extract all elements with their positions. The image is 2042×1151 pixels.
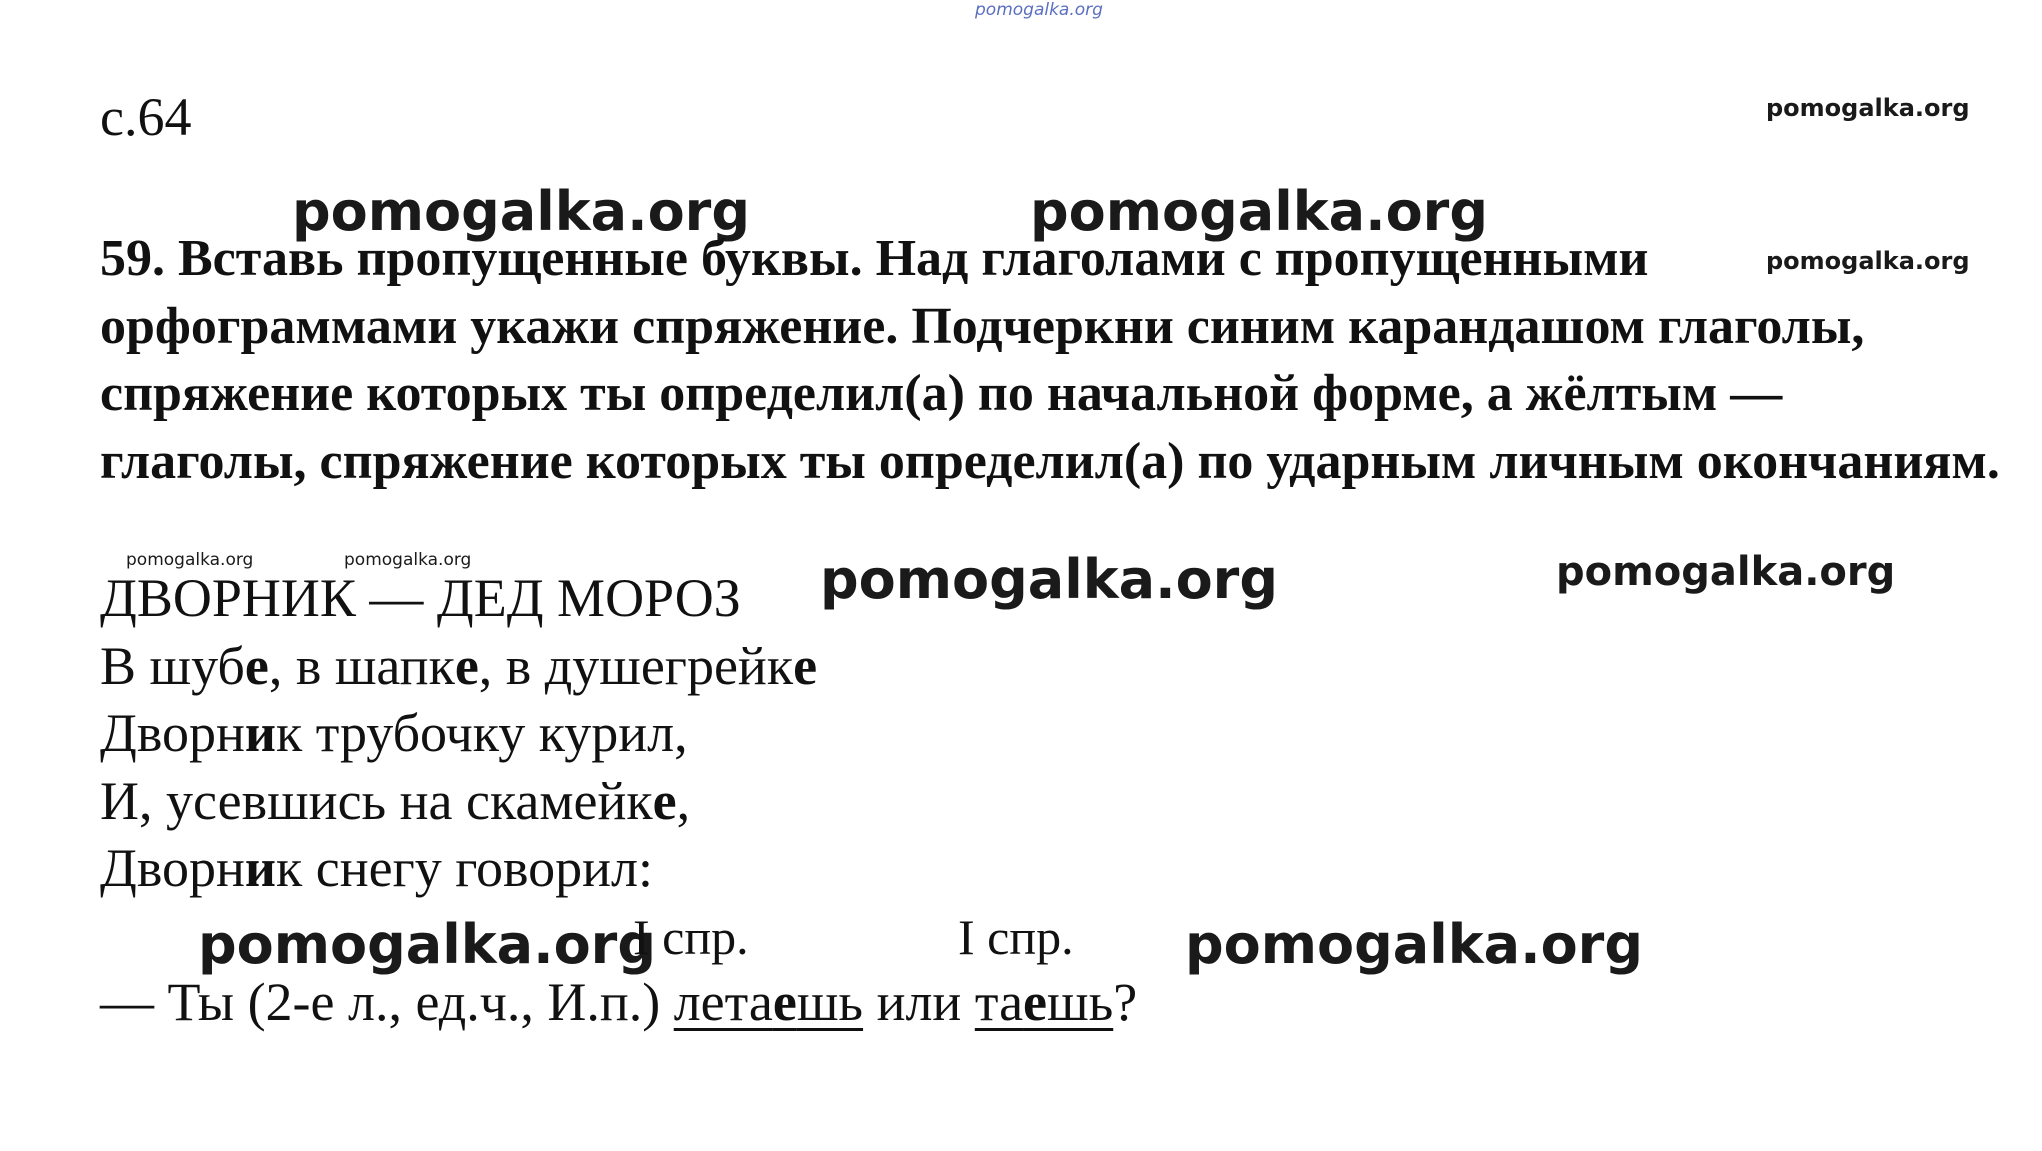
verb-letaesh: летаешь bbox=[673, 972, 864, 1032]
watermark-small-left: pomogalka.org bbox=[126, 550, 254, 570]
watermark-bottom-right: pomogalka.org bbox=[1185, 913, 1643, 976]
page-reference: с.64 bbox=[100, 87, 192, 147]
conjugation-annotation-2: I спр. bbox=[958, 909, 1074, 965]
conjugation-annotation-1: I спр. bbox=[633, 909, 749, 965]
watermark-top: pomogalka.org bbox=[975, 0, 1103, 20]
watermark-small-right: pomogalka.org bbox=[344, 550, 472, 570]
poem bbox=[100, 565, 817, 903]
watermark-title-right: pomogalka.org bbox=[1556, 549, 1896, 595]
poem-line-3: И, усевшись на скамейке, bbox=[100, 770, 691, 831]
watermark-heading-right: pomogalka.org bbox=[1030, 180, 1488, 243]
task-text: 59. Вставь пропущенные буквы. Над глаголами с пропущенными орфограммами укажи спряжение. Подчеркни синим карандашом глаголы, спряжение которых ты определил(а) по начальной форме, а жёлтым — глаголы, спряжение которых ты определил(а) по ударным личным окончаниям. bbox=[100, 230, 2000, 490]
poem-line-4: Дворник снегу говорил: bbox=[100, 838, 653, 898]
verb-taesh: таешь bbox=[974, 972, 1114, 1032]
watermark-right-second: pomogalka.org bbox=[1766, 247, 1970, 275]
poem-line-1: В шубе, в шапке, в душегрейке bbox=[100, 635, 818, 696]
watermark-right-top: pomogalka.org bbox=[1766, 94, 1970, 122]
watermark-bottom-left: pomogalka.org bbox=[198, 913, 656, 976]
poem-title: ДВОРНИК — ДЕД МОРОЗ bbox=[100, 568, 741, 628]
poem-last-line: — Ты (2-е л., ед.ч., И.п.) летаешь или таешь? bbox=[100, 972, 1138, 1032]
poem-line-2: Дворник трубочку курил, bbox=[100, 703, 688, 763]
watermark-title-mid: pomogalka.org bbox=[820, 548, 1278, 611]
watermark-heading-left: pomogalka.org bbox=[292, 180, 750, 243]
